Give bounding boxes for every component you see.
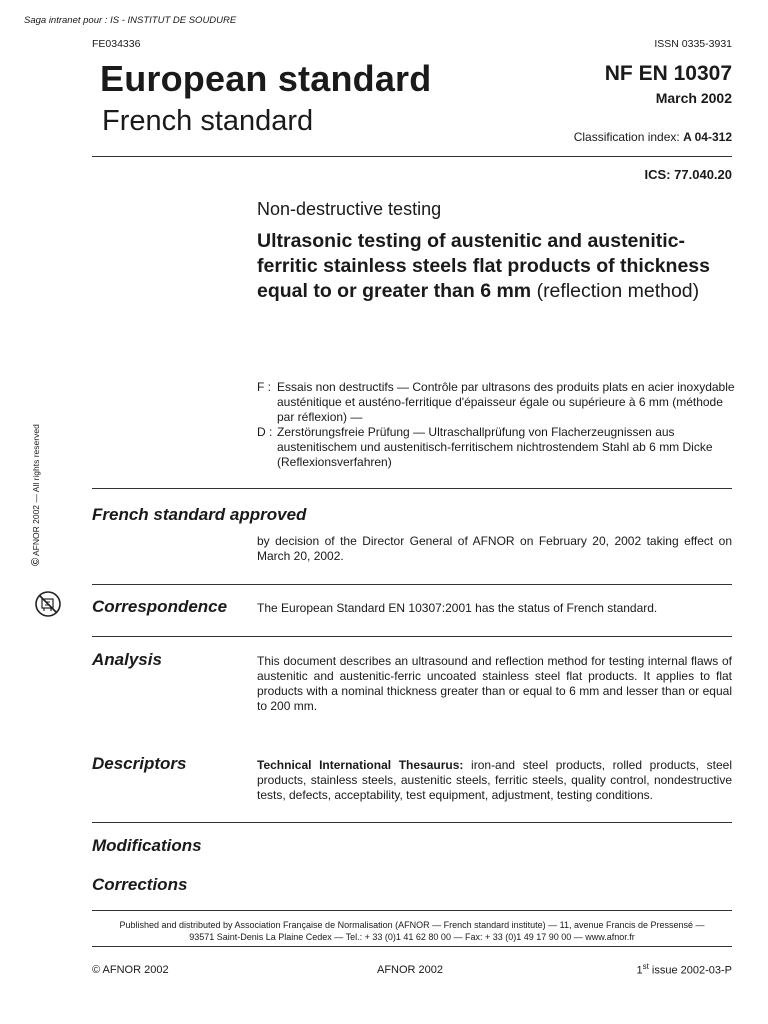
section-divider bbox=[92, 584, 732, 585]
no-photocopy-icon bbox=[34, 590, 62, 618]
ics-code: ICS: 77.040.20 bbox=[644, 167, 732, 182]
standard-date: March 2002 bbox=[655, 90, 732, 106]
translation-key: D : bbox=[257, 425, 273, 439]
corrections-heading: Corrections bbox=[92, 875, 188, 894]
classification-label: Classification index: bbox=[573, 130, 684, 144]
section-divider bbox=[92, 488, 732, 489]
descriptors-heading: Descriptors bbox=[92, 754, 187, 773]
document-title-bold: Ultrasonic testing of austenitic and austenitic-ferritic stainless steels flat products of thickness equal to or greater than 6 mm bbox=[257, 230, 710, 302]
translation-text: Zerstörungsfreie Prüfung — Ultraschallprüfung von Flacherzeugnissen aus austenitischem und austenitisch-ferritischem nichtrostendem Stahl ab 6 mm Dicke (Reflexionsverfahren) bbox=[277, 425, 713, 469]
issue-number: 1 bbox=[636, 964, 643, 977]
document-title-method: (reflection method) bbox=[531, 280, 700, 302]
translation-key: F : bbox=[257, 380, 271, 394]
issn-number: ISSN 0335-3931 bbox=[654, 38, 732, 50]
intranet-note: Saga intranet pour : IS - INSTITUT DE SOUDURE bbox=[24, 15, 237, 26]
document-id: FE034336 bbox=[92, 38, 141, 50]
analysis-body: This document describes an ultrasound and reflection method for testing internal flaws of austenitic and austenitic-ferric uncoated stainless steel flat products. It applies to flat products with a nominal thickness greater than or equal to 6 mm and lesser than or equal to 200 mm. bbox=[257, 654, 732, 713]
copyright-side-text: AFNOR 2002 — All rights reserved bbox=[31, 424, 41, 558]
correspondence-heading: Correspondence bbox=[92, 597, 228, 616]
section-divider bbox=[92, 822, 732, 823]
header-divider bbox=[92, 156, 732, 157]
classification-index bbox=[574, 130, 732, 144]
publisher-line-2: 93571 Saint-Denis La Plaine Cedex — Tel.: + 33 (0)1 41 62 80 00 — Fax: + 33 (0)1 49 17 90 00 — www.afnor.fr bbox=[189, 932, 635, 942]
translation-text: Essais non destructifs — Contrôle par ultrasons des produits plats en acier inoxydable austénitique et austéno-ferritique d'épaisseur égale ou supérieure à 6 mm (méthode par réflexion) — bbox=[277, 380, 735, 424]
issue-text: issue 2002-03-P bbox=[648, 964, 732, 977]
thesaurus-label: Technical International Thesaurus: bbox=[257, 758, 464, 772]
approved-body: by decision of the Director General of AFNOR on February 20, 2002 taking effect on March 20, 2002. bbox=[257, 534, 732, 563]
footer-center: AFNOR 2002 bbox=[377, 964, 444, 976]
publisher-info bbox=[92, 919, 732, 943]
french-standard-title: French standard bbox=[102, 105, 314, 137]
issue-suffix: st bbox=[642, 962, 649, 971]
copyright-side-note bbox=[30, 424, 42, 566]
translation-french bbox=[257, 380, 737, 425]
approved-heading: French standard approved bbox=[92, 505, 307, 524]
descriptors-body bbox=[257, 758, 732, 803]
descriptors-text: iron-and steel products, rolled products, steel products, stainless steels, austenitic steels, ferritic steels, quality control, nondestructive tests, defects, acceptability, test equipment, adjustment, testing conditions. bbox=[257, 758, 732, 802]
copyright-symbol: © bbox=[30, 557, 42, 566]
section-divider bbox=[92, 636, 732, 637]
classification-value: A 04-312 bbox=[683, 130, 732, 144]
translation-german bbox=[257, 425, 737, 470]
correspondence-body: The European Standard EN 10307:2001 has the status of French standard. bbox=[257, 601, 658, 615]
subject-heading: Non-destructive testing bbox=[257, 199, 442, 219]
publisher-line-1: Published and distributed by Association Française de Normalisation (AFNOR — French standard institute) — 11, avenue Francis de Pressensé — bbox=[119, 920, 705, 930]
translations bbox=[257, 380, 737, 470]
footer-divider-bottom bbox=[92, 946, 732, 947]
footer-issue bbox=[636, 962, 732, 977]
modifications-heading: Modifications bbox=[92, 836, 202, 855]
footer-copyright: © AFNOR 2002 bbox=[92, 964, 169, 976]
standard-number: NF EN 10307 bbox=[604, 62, 732, 85]
document-title bbox=[257, 229, 737, 304]
analysis-heading: Analysis bbox=[92, 650, 162, 669]
european-standard-title: European standard bbox=[100, 58, 432, 99]
footer-divider bbox=[92, 910, 732, 911]
